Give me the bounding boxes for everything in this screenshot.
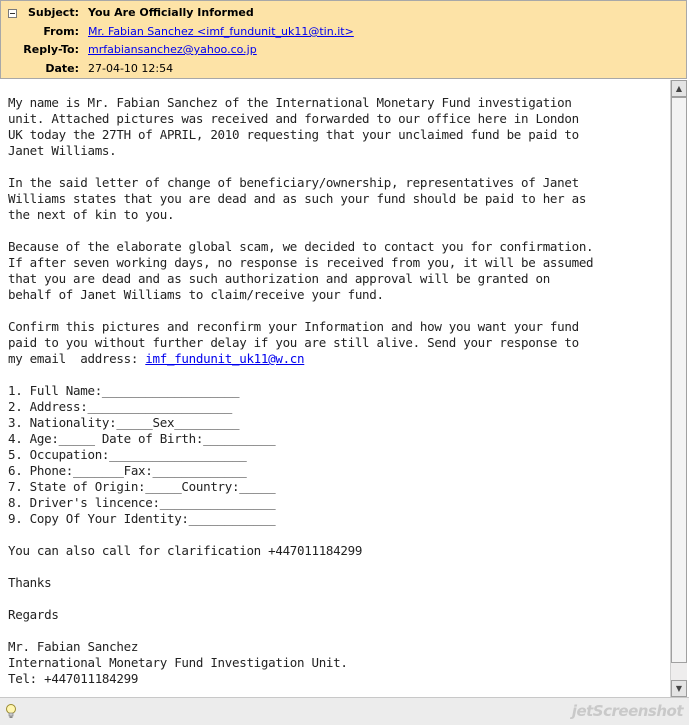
watermark-text: jetScreenshot [571,702,683,720]
replyto-link[interactable]: mrfabiansanchez@yahoo.co.jp [88,43,257,56]
vertical-scrollbar[interactable] [670,80,687,697]
message-text-part1: My name is Mr. Fabian Sanchez of the International Monetary Fund investigation unit. Attached pictures was received and forwarded to our office here in London UK today the 27TH of APRIL, 2010 requesting that your unclaimed fund be paid to Janet Williams. In the said letter of change of beneficiary/ownership, representatives of Janet Williams states that you are dead and as such your fund should be paid to her as the next of kin to you. Because of the elaborate global scam, we decided to contact you for confirmation. If after seven working days, no response is received from you, it will be assumed that you are dead and as such authorization and approval will be granted on behalf of Janet Williams to claim/receive your fund. Confirm this pictures and reconfirm your Information and how you want your fund paid to you without further delay if you are still alive. Send your response to my email address: [8,95,594,366]
email-link[interactable]: imf_fundunit_uk11@w.cn [145,351,305,366]
date-value: 27-04-10 12:54 [88,62,174,75]
status-bar [0,697,689,725]
scroll-down-button[interactable]: ▼ [671,680,687,697]
message-text [0,80,670,687]
email-header [0,0,687,79]
message-text-part2: 1. Full Name:___________________ 2. Address:____________________ 3. Nationality:_____Sex_________ 4. Age:_____ Date of Birth:__________ 5. Occupation:___________________ 6. Phone:_______Fax:_____________ 7. State of Origin:_____Country:_____ 8. Driver's lincence:________________ 9. Copy Of Your Identity:____________ You can also call for clarification +447011184299 Thanks Regards Mr. Fabian Sanchez International Monetary Fund Investigation Unit. Tel: +447011184299 [8,383,363,686]
lightbulb-icon[interactable] [5,703,17,719]
replyto-label: Reply-To: [23,43,79,56]
from-label: From: [43,25,79,38]
scroll-up-button[interactable]: ▲ [671,80,687,97]
message-body[interactable] [0,80,670,697]
date-label: Date: [45,62,79,75]
subject-value: You Are Officially Informed [88,6,254,19]
from-link[interactable]: Mr. Fabian Sanchez <imf_fundunit_uk11@tin.it> [88,25,354,38]
subject-label: Subject: [27,6,79,19]
scroll-thumb[interactable] [671,97,687,663]
